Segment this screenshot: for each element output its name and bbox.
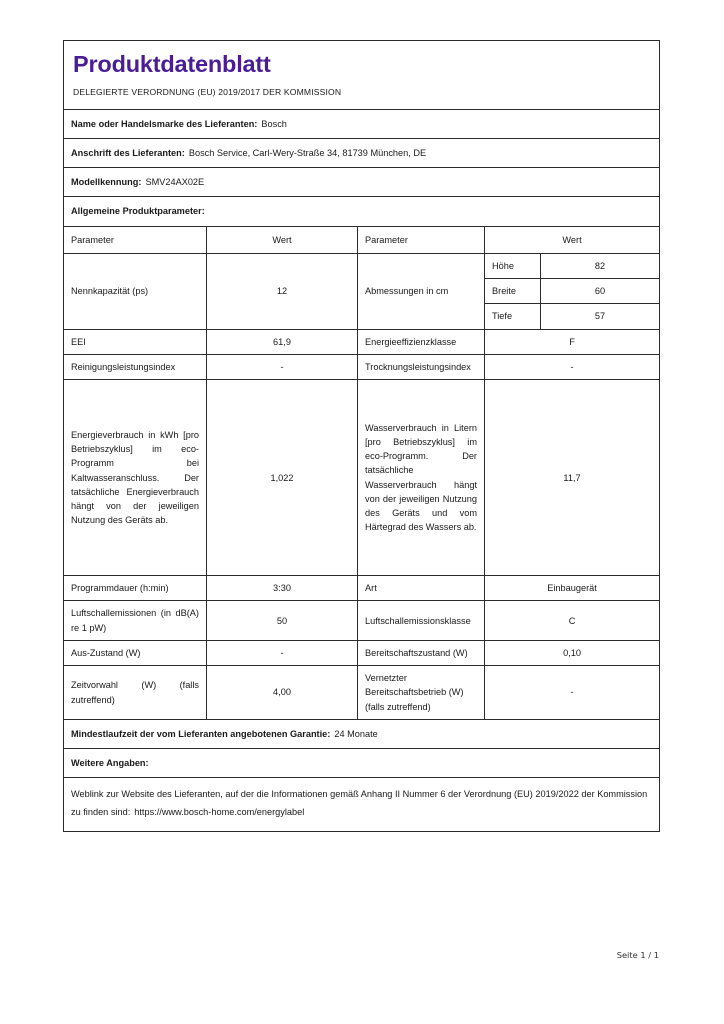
dimension-height-value: 82 <box>541 253 660 278</box>
supplier-address-cell <box>64 138 660 167</box>
header-parameter-left: Parameter <box>64 226 207 253</box>
eei-label: EEI <box>64 329 207 354</box>
supplier-name-cell <box>64 109 660 138</box>
capacity-label: Nennkapazität (ps) <box>64 253 207 329</box>
delay-start-value: 4,00 <box>207 666 358 720</box>
eei-row <box>64 329 660 354</box>
program-duration-value: 3:30 <box>207 576 358 601</box>
supplier-name-row <box>64 109 660 138</box>
model-row <box>64 168 660 197</box>
supplier-address-label: Anschrift des Lieferanten: <box>71 147 185 158</box>
general-params-label: Allgemeine Produktparameter: <box>71 206 205 217</box>
title-row <box>64 41 660 110</box>
further-info-row <box>64 749 660 778</box>
warranty-row <box>64 719 660 748</box>
dimensions-label: Abmessungen in cm <box>358 253 485 329</box>
general-params-cell <box>64 197 660 226</box>
model-value: SMV24AX02E <box>145 177 205 188</box>
warranty-value: 24 Monate <box>334 728 378 739</box>
consumption-row <box>64 380 660 576</box>
dimension-depth-label: Tiefe <box>485 304 541 329</box>
drying-index-label: Trocknungsleistungsindex <box>358 354 485 379</box>
noise-class-label: Luftschallemissionsklasse <box>358 601 485 641</box>
weblink-description: Weblink zur Website des Lieferanten, auf der die Informationen gemäß Anhang II Nummer 6 der Verordnung (EU) 2019/2022 der Kommission zu finden sind: <box>71 789 648 818</box>
off-mode-value: - <box>207 640 358 665</box>
product-datasheet-table <box>63 40 660 832</box>
regulation-subtitle: DELEGIERTE VERORDNUNG (EU) 2019/2017 DER KOMMISSION <box>73 87 342 98</box>
drying-index-value: - <box>485 354 660 379</box>
dimension-width-label: Breite <box>485 279 541 304</box>
supplier-name-label: Name oder Handelsmarke des Lieferanten: <box>71 118 258 129</box>
supplier-name-value: Bosch <box>261 118 287 129</box>
dimension-height-label: Höhe <box>485 253 541 278</box>
standby-mode-label: Bereitschaftszustand (W) <box>358 640 485 665</box>
page-footer <box>63 950 659 960</box>
networked-standby-value: - <box>485 666 660 720</box>
supplier-website-link[interactable]: https://www.bosch-home.com/energylabel <box>134 807 305 818</box>
energy-class-value: F <box>485 329 660 354</box>
delay-networked-row <box>64 666 660 720</box>
grid-header-row <box>64 226 660 253</box>
standby-mode-value: 0,10 <box>485 640 660 665</box>
energy-consumption-label: Energieverbrauch in kWh [pro Betriebszyklus] im eco-Programm bei Kaltwasseranschluss. Der tatsächliche Energieverbrauch hängt von der jeweiligen Nutzung des Geräts ab. <box>64 380 207 576</box>
cleaning-index-value: - <box>207 354 358 379</box>
water-consumption-value: 11,7 <box>485 380 660 576</box>
title-cell <box>64 41 660 110</box>
page-title: Produktdatenblatt <box>73 51 271 77</box>
delay-start-label: Zeitvorwahl (W) (falls zutreffend) <box>64 666 207 720</box>
type-label: Art <box>358 576 485 601</box>
noise-emissions-label: Luftschallemissionen (in dB(A) re 1 pW) <box>64 601 207 641</box>
noise-row <box>64 601 660 641</box>
header-value-right: Wert <box>485 226 660 253</box>
eei-value: 61,9 <box>207 329 358 354</box>
datasheet-container <box>63 40 659 832</box>
header-value-left: Wert <box>207 226 358 253</box>
further-info-label: Weitere Angaben: <box>71 758 149 769</box>
water-consumption-label: Wasserverbrauch in Litern [pro Betriebszyklus] im eco-Programm. Der tatsächliche Wasserverbrauch hängt von der jeweiligen Nutzung des Geräts und vom Härtegrad des Wassers ab. <box>358 380 485 576</box>
program-duration-label: Programmdauer (h:min) <box>64 576 207 601</box>
warranty-cell <box>64 719 660 748</box>
general-params-row <box>64 197 660 226</box>
program-duration-row <box>64 576 660 601</box>
energy-class-label: Energieeffizienzklasse <box>358 329 485 354</box>
noise-emissions-value: 50 <box>207 601 358 641</box>
warranty-label: Mindestlaufzeit der vom Lieferanten angebotenen Garantie: <box>71 728 331 739</box>
model-label: Modellkennung: <box>71 177 142 188</box>
header-parameter-right: Parameter <box>358 226 485 253</box>
page-number: Seite 1 / 1 <box>616 950 659 960</box>
further-info-cell <box>64 749 660 778</box>
dimension-width-value: 60 <box>541 279 660 304</box>
off-mode-label: Aus-Zustand (W) <box>64 640 207 665</box>
noise-class-value: C <box>485 601 660 641</box>
cleaning-index-label: Reinigungsleistungsindex <box>64 354 207 379</box>
networked-standby-label: Vernetzter Bereitschaftsbetrieb (W) (falls zutreffend) <box>358 666 485 720</box>
supplier-address-value: Bosch Service, Carl-Wery-Straße 34, 81739 München, DE <box>188 147 427 158</box>
weblink-cell <box>64 778 660 832</box>
weblink-row <box>64 778 660 832</box>
capacity-value: 12 <box>207 253 358 329</box>
off-standby-row <box>64 640 660 665</box>
capacity-dimensions-height-row <box>64 253 660 278</box>
energy-consumption-value: 1,022 <box>207 380 358 576</box>
cleaning-drying-index-row <box>64 354 660 379</box>
dimension-depth-value: 57 <box>541 304 660 329</box>
supplier-address-row <box>64 138 660 167</box>
type-value: Einbaugerät <box>485 576 660 601</box>
model-cell <box>64 168 660 197</box>
